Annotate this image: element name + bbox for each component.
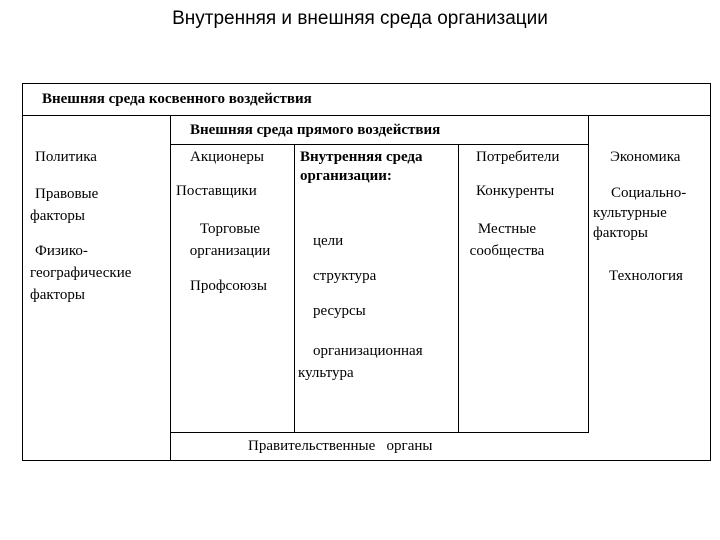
direct-left-item-2: Поставщики bbox=[176, 183, 257, 199]
internal-item-culture bbox=[298, 340, 456, 384]
direct-left-item-3 bbox=[175, 218, 285, 262]
direct-bottom-item: Правительственные органы bbox=[248, 438, 433, 454]
indirect-left-item-1: Политика bbox=[35, 149, 97, 165]
indirect-left-item-3 bbox=[30, 240, 155, 306]
internal-item-resources: ресурсы bbox=[313, 303, 366, 319]
direct-left-item-1: Акционеры bbox=[190, 149, 264, 165]
page-title: Внутренняя и внешняя среда организации bbox=[172, 8, 548, 29]
indirect-right-item-3: Технология bbox=[609, 268, 683, 284]
direct-right-item-3-text: Местные сообщества bbox=[469, 221, 545, 259]
direct-right-item-1: Потребители bbox=[476, 149, 560, 165]
indirect-right-item-2-text: Социально-культурные факторы bbox=[593, 185, 687, 241]
internal-item-structure: структура bbox=[313, 268, 377, 284]
indirect-header: Внешняя среда косвенного воздействия bbox=[42, 91, 312, 107]
indirect-right-item-2 bbox=[593, 183, 698, 243]
indirect-left-item-2 bbox=[30, 183, 120, 227]
direct-header: Внешняя среда прямого воздействия bbox=[190, 122, 441, 138]
internal-item-goals: цели bbox=[313, 233, 344, 249]
direct-right-item-3 bbox=[463, 218, 551, 262]
indirect-right-item-1: Экономика bbox=[610, 149, 681, 165]
internal-item-culture-text: организационная культура bbox=[298, 343, 423, 381]
direct-left-item-3-text: Торговые организации bbox=[189, 221, 271, 259]
direct-right-item-2: Конкуренты bbox=[476, 183, 555, 199]
internal-header bbox=[300, 148, 450, 186]
indirect-left-item-2-text: Правовые факторы bbox=[30, 186, 99, 224]
direct-left-item-4: Профсоюзы bbox=[190, 278, 267, 294]
internal-environment-frame bbox=[294, 145, 459, 433]
indirect-left-item-3-text: Физико-географические факторы bbox=[30, 243, 132, 303]
internal-header-text: Внутренняя среда организации: bbox=[300, 149, 423, 184]
